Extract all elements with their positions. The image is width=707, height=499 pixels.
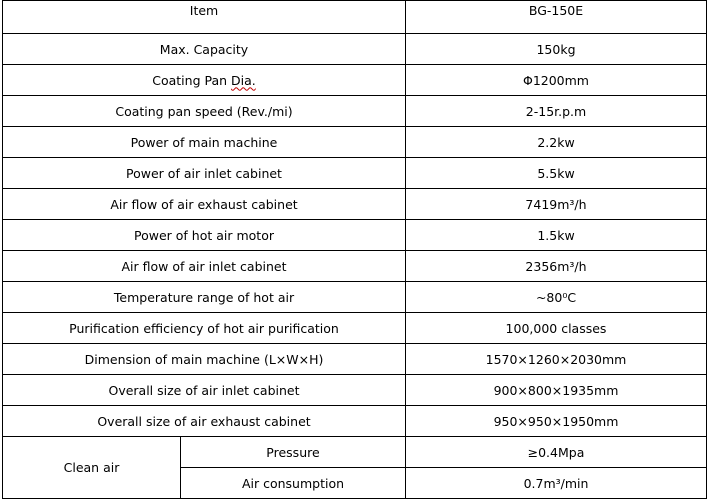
- row-value: 950×950×1950mm: [406, 406, 707, 437]
- row-value: 100,000 classes: [406, 313, 707, 344]
- row-label: Power of hot air motor: [3, 220, 406, 251]
- header-model: BG-150E: [406, 1, 707, 34]
- table-row: [3, 189, 707, 220]
- table-header-row: [3, 1, 707, 34]
- table-row: [3, 220, 707, 251]
- row-label: Air flow of air inlet cabinet: [3, 251, 406, 282]
- table-row: [3, 406, 707, 437]
- row-label: Dimension of main machine (L×W×H): [3, 344, 406, 375]
- row-label: Power of air inlet cabinet: [3, 158, 406, 189]
- table-row: [3, 158, 707, 189]
- table-row: [3, 127, 707, 158]
- sub-row-value: ≥0.4Mpa: [406, 437, 707, 468]
- row-label: Power of main machine: [3, 127, 406, 158]
- row-label: [3, 65, 406, 96]
- clean-air-label: Clean air: [3, 437, 181, 499]
- row-value: 1.5kw: [406, 220, 707, 251]
- row-value: 2356m³/h: [406, 251, 707, 282]
- row-value: 150kg: [406, 34, 707, 65]
- row-value: 2-15r.p.m: [406, 96, 707, 127]
- spellcheck-underlined-word: Dia.: [231, 72, 256, 88]
- row-label: Max. Capacity: [3, 34, 406, 65]
- row-value: 5.5kw: [406, 158, 707, 189]
- row-label: Air flow of air exhaust cabinet: [3, 189, 406, 220]
- sub-row-label: Air consumption: [181, 468, 406, 499]
- table-row: [3, 313, 707, 344]
- table-row: [3, 375, 707, 406]
- row-label-text: Coating Pan: [152, 72, 232, 88]
- row-label: Purification efficiency of hot air purification: [3, 313, 406, 344]
- row-value: Φ1200mm: [406, 65, 707, 96]
- header-item: Item: [3, 1, 406, 34]
- table-row: [3, 282, 707, 313]
- row-value: 1570×1260×2030mm: [406, 344, 707, 375]
- table-row: [3, 344, 707, 375]
- sub-row-value: 0.7m³/min: [406, 468, 707, 499]
- row-value: 7419m³/h: [406, 189, 707, 220]
- row-label: Coating pan speed (Rev./mi): [3, 96, 406, 127]
- row-label: Temperature range of hot air: [3, 282, 406, 313]
- table-row: [3, 65, 707, 96]
- sub-row-label: Pressure: [181, 437, 406, 468]
- row-value: ~80⁰C: [406, 282, 707, 313]
- row-value: 2.2kw: [406, 127, 707, 158]
- spec-table: [2, 0, 707, 499]
- row-label: Overall size of air exhaust cabinet: [3, 406, 406, 437]
- table-row: [3, 251, 707, 282]
- row-label: Overall size of air inlet cabinet: [3, 375, 406, 406]
- table-row: [3, 34, 707, 65]
- table-row: [3, 437, 707, 468]
- table-row: [3, 96, 707, 127]
- row-value: 900×800×1935mm: [406, 375, 707, 406]
